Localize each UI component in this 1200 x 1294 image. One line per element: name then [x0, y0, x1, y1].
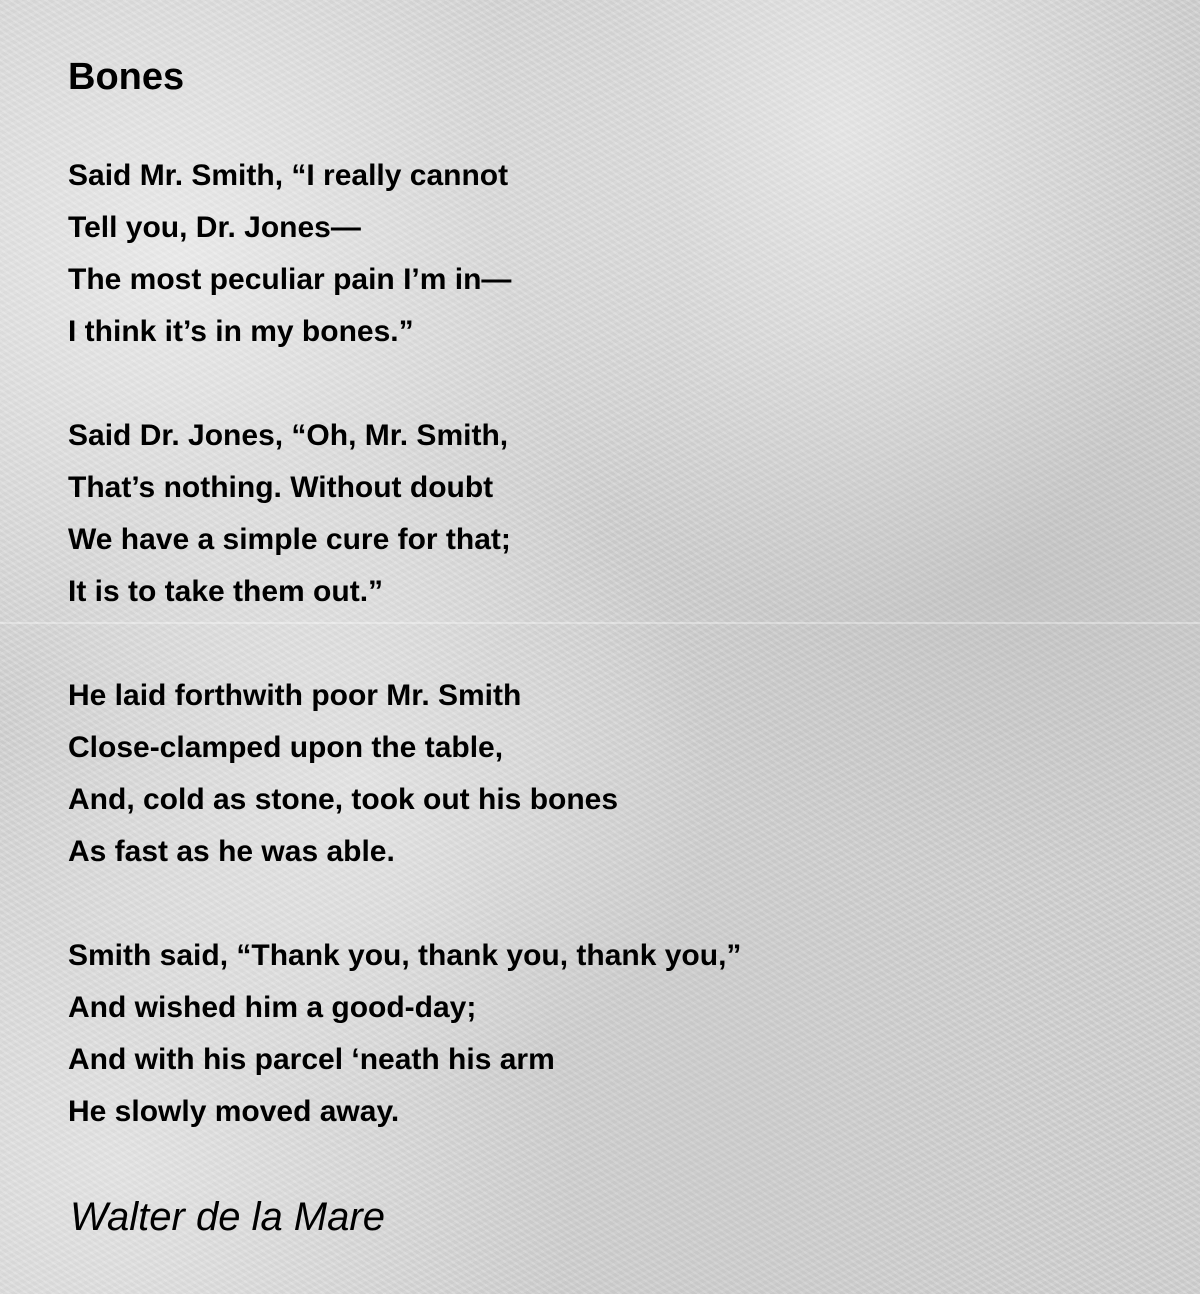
poem-line: Tell you, Dr. Jones—	[68, 211, 361, 244]
poem-line: We have a simple cure for that;	[68, 523, 511, 556]
poem-line: Said Dr. Jones, “Oh, Mr. Smith,	[68, 419, 509, 452]
poem-line: Close-clamped upon the table,	[68, 731, 504, 764]
poem-line: And with his parcel ‘neath his arm	[68, 1043, 555, 1076]
poem-line: It is to take them out.”	[68, 575, 384, 608]
background-seam	[0, 622, 1200, 624]
poem-line: And wished him a good-day;	[68, 991, 477, 1024]
stanza-3	[68, 670, 618, 878]
poem-line: Said Mr. Smith, “I really cannot	[68, 159, 509, 192]
poem-line: Smith said, “Thank you, thank you, thank you,”	[68, 939, 742, 972]
poem-line: As fast as he was able.	[68, 835, 395, 868]
poem-line: He slowly moved away.	[68, 1095, 400, 1128]
poem-line: That’s nothing. Without doubt	[68, 471, 494, 504]
poem-line: I think it’s in my bones.”	[68, 315, 414, 348]
stanza-1	[68, 150, 511, 358]
poem-title: Bones	[68, 56, 185, 98]
stanza-4	[68, 930, 741, 1138]
poem-line: The most peculiar pain I’m in—	[68, 263, 512, 296]
poem-author: Walter de la Mare	[70, 1195, 385, 1239]
poem-line: And, cold as stone, took out his bones	[68, 783, 619, 816]
poem-line: He laid forthwith poor Mr. Smith	[68, 679, 522, 712]
stanza-2	[68, 410, 511, 618]
